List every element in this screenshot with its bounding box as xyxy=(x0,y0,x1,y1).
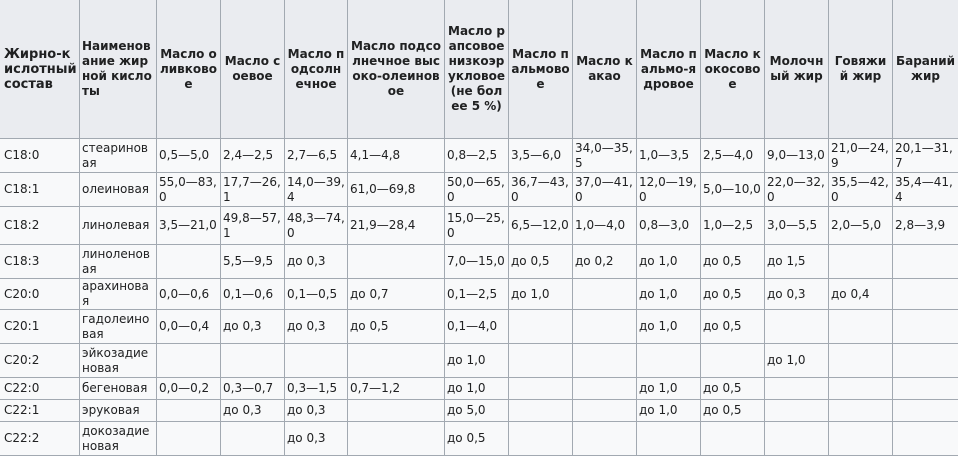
value-cell xyxy=(829,344,893,378)
header-oil-5: Масло рапсовое низкоэрукловое (не более 5 %) xyxy=(445,0,509,139)
value-cell: до 0,5 xyxy=(701,279,765,310)
value-cell: 1,0—2,5 xyxy=(701,207,765,245)
header-oil-3: Масло подсолнечное xyxy=(285,0,348,139)
value-cell: 2,7—6,5 xyxy=(285,139,348,173)
table-row xyxy=(0,207,958,245)
value-cell xyxy=(509,400,573,422)
value-cell: до 0,3 xyxy=(221,400,285,422)
value-cell: 1,0—4,0 xyxy=(573,207,637,245)
value-cell: 35,5—42,0 xyxy=(829,173,893,207)
acid-code-cell: C22:2 xyxy=(0,422,80,456)
value-cell: 2,8—3,9 xyxy=(893,207,958,245)
value-cell: 0,1—2,5 xyxy=(445,279,509,310)
acid-code-cell: C22:1 xyxy=(0,400,80,422)
value-cell: 3,5—21,0 xyxy=(157,207,221,245)
value-cell: 48,3—74,0 xyxy=(285,207,348,245)
value-cell: до 0,5 xyxy=(445,422,509,456)
value-cell: 0,1—4,0 xyxy=(445,310,509,344)
value-cell: до 0,3 xyxy=(221,310,285,344)
acid-code-cell: C18:1 xyxy=(0,173,80,207)
acid-name-cell: линолевая xyxy=(80,207,157,245)
acid-code-cell: C18:3 xyxy=(0,245,80,279)
value-cell xyxy=(893,400,958,422)
value-cell: 2,0—5,0 xyxy=(829,207,893,245)
value-cell xyxy=(893,378,958,400)
value-cell: 37,0—41,0 xyxy=(573,173,637,207)
value-cell xyxy=(509,422,573,456)
value-cell: 14,0—39,4 xyxy=(285,173,348,207)
value-cell: 36,7—43,0 xyxy=(509,173,573,207)
acid-code-cell: C20:0 xyxy=(0,279,80,310)
value-cell: до 0,3 xyxy=(285,245,348,279)
value-cell xyxy=(348,422,445,456)
value-cell: 3,0—5,5 xyxy=(765,207,829,245)
acid-name-cell: олеиновая xyxy=(80,173,157,207)
value-cell xyxy=(893,279,958,310)
value-cell xyxy=(765,422,829,456)
acid-code-cell: C20:2 xyxy=(0,344,80,378)
acid-code-cell: C18:2 xyxy=(0,207,80,245)
value-cell: 1,0—3,5 xyxy=(637,139,701,173)
table-row xyxy=(0,400,958,422)
header-oil-4: Масло подсолнечное высоко-олеиновое xyxy=(348,0,445,139)
value-cell xyxy=(573,400,637,422)
value-cell: 6,5—12,0 xyxy=(509,207,573,245)
value-cell: 34,0—35,5 xyxy=(573,139,637,173)
value-cell xyxy=(829,400,893,422)
value-cell: до 0,5 xyxy=(701,245,765,279)
value-cell: 0,0—0,4 xyxy=(157,310,221,344)
value-cell xyxy=(829,422,893,456)
value-cell: 21,9—28,4 xyxy=(348,207,445,245)
table-row xyxy=(0,279,958,310)
value-cell xyxy=(765,400,829,422)
value-cell: 17,7—26,1 xyxy=(221,173,285,207)
value-cell xyxy=(829,310,893,344)
value-cell: 15,0—25,0 xyxy=(445,207,509,245)
acid-name-cell: бегеновая xyxy=(80,378,157,400)
table-row xyxy=(0,344,958,378)
value-cell: до 1,5 xyxy=(765,245,829,279)
value-cell: 0,0—0,6 xyxy=(157,279,221,310)
value-cell: до 1,0 xyxy=(637,279,701,310)
header-oil-8: Масло пальмо-ядровое xyxy=(637,0,701,139)
acid-name-cell: линоленовая xyxy=(80,245,157,279)
value-cell xyxy=(893,310,958,344)
value-cell: до 0,5 xyxy=(701,310,765,344)
header-oil-1: Масло оливковое xyxy=(157,0,221,139)
table-row xyxy=(0,173,958,207)
value-cell xyxy=(701,344,765,378)
value-cell: 2,4—2,5 xyxy=(221,139,285,173)
table-row xyxy=(0,378,958,400)
header-composition: Жирно-кислотный состав xyxy=(0,0,80,139)
value-cell: до 0,3 xyxy=(285,310,348,344)
value-cell: 61,0—69,8 xyxy=(348,173,445,207)
value-cell xyxy=(348,400,445,422)
acid-name-cell: гадолеиновая xyxy=(80,310,157,344)
value-cell: 22,0—32,0 xyxy=(765,173,829,207)
table-row xyxy=(0,310,958,344)
value-cell: до 0,3 xyxy=(285,422,348,456)
header-oil-10: Молочный жир xyxy=(765,0,829,139)
header-row xyxy=(0,0,958,139)
value-cell: 0,0—0,2 xyxy=(157,378,221,400)
value-cell: до 1,0 xyxy=(445,344,509,378)
value-cell: 0,3—0,7 xyxy=(221,378,285,400)
value-cell: до 1,0 xyxy=(637,400,701,422)
value-cell: до 1,0 xyxy=(445,378,509,400)
acid-name-cell: стеариновая xyxy=(80,139,157,173)
acid-name-cell: арахиновая xyxy=(80,279,157,310)
value-cell: 55,0—83,0 xyxy=(157,173,221,207)
value-cell xyxy=(573,279,637,310)
value-cell: 49,8—57,1 xyxy=(221,207,285,245)
value-cell: 9,0—13,0 xyxy=(765,139,829,173)
value-cell: 5,5—9,5 xyxy=(221,245,285,279)
value-cell xyxy=(348,245,445,279)
table-row xyxy=(0,422,958,456)
value-cell xyxy=(221,344,285,378)
value-cell: 20,1—31,7 xyxy=(893,139,958,173)
value-cell: до 1,0 xyxy=(637,310,701,344)
acid-code-cell: C22:0 xyxy=(0,378,80,400)
value-cell: 5,0—10,0 xyxy=(701,173,765,207)
value-cell: 35,4—41,4 xyxy=(893,173,958,207)
value-cell: до 0,3 xyxy=(765,279,829,310)
value-cell: 0,3—1,5 xyxy=(285,378,348,400)
value-cell: до 0,5 xyxy=(701,378,765,400)
value-cell: 2,5—4,0 xyxy=(701,139,765,173)
value-cell: до 0,7 xyxy=(348,279,445,310)
acid-code-cell: C18:0 xyxy=(0,139,80,173)
value-cell xyxy=(829,245,893,279)
value-cell: до 0,2 xyxy=(573,245,637,279)
value-cell: 0,1—0,5 xyxy=(285,279,348,310)
value-cell xyxy=(893,422,958,456)
value-cell xyxy=(157,245,221,279)
value-cell: 50,0—65,0 xyxy=(445,173,509,207)
value-cell: 0,8—2,5 xyxy=(445,139,509,173)
value-cell: 0,5—5,0 xyxy=(157,139,221,173)
value-cell: до 0,5 xyxy=(701,400,765,422)
value-cell: 7,0—15,0 xyxy=(445,245,509,279)
acid-name-cell: эйкозадиеновая xyxy=(80,344,157,378)
value-cell: до 0,4 xyxy=(829,279,893,310)
value-cell xyxy=(637,344,701,378)
value-cell xyxy=(893,344,958,378)
value-cell xyxy=(509,310,573,344)
value-cell xyxy=(157,400,221,422)
value-cell xyxy=(637,422,701,456)
value-cell: 12,0—19,0 xyxy=(637,173,701,207)
acid-name-cell: эруковая xyxy=(80,400,157,422)
table-row xyxy=(0,139,958,173)
value-cell xyxy=(765,310,829,344)
acid-name-cell: докозадиеновая xyxy=(80,422,157,456)
header-oil-7: Масло какао xyxy=(573,0,637,139)
value-cell: до 0,5 xyxy=(509,245,573,279)
value-cell xyxy=(285,344,348,378)
value-cell: до 5,0 xyxy=(445,400,509,422)
value-cell: до 1,0 xyxy=(637,245,701,279)
value-cell: 4,1—4,8 xyxy=(348,139,445,173)
header-oil-9: Масло кокосовое xyxy=(701,0,765,139)
value-cell xyxy=(893,245,958,279)
header-oil-6: Масло пальмовое xyxy=(509,0,573,139)
value-cell: 3,5—6,0 xyxy=(509,139,573,173)
value-cell xyxy=(221,422,285,456)
value-cell xyxy=(348,344,445,378)
value-cell: 0,8—3,0 xyxy=(637,207,701,245)
header-oil-2: Масло соевое xyxy=(221,0,285,139)
header-oil-12: Бараний жир xyxy=(893,0,958,139)
value-cell xyxy=(157,344,221,378)
value-cell xyxy=(573,310,637,344)
header-oil-11: Говяжий жир xyxy=(829,0,893,139)
value-cell: 0,1—0,6 xyxy=(221,279,285,310)
value-cell xyxy=(829,378,893,400)
value-cell xyxy=(701,422,765,456)
value-cell: до 0,3 xyxy=(285,400,348,422)
value-cell xyxy=(765,378,829,400)
table-body xyxy=(0,139,958,456)
table-row xyxy=(0,245,958,279)
value-cell: до 1,0 xyxy=(765,344,829,378)
value-cell: до 0,5 xyxy=(348,310,445,344)
value-cell: до 1,0 xyxy=(509,279,573,310)
value-cell: 21,0—24,9 xyxy=(829,139,893,173)
value-cell: 0,7—1,2 xyxy=(348,378,445,400)
value-cell xyxy=(509,378,573,400)
value-cell xyxy=(509,344,573,378)
value-cell xyxy=(573,422,637,456)
value-cell xyxy=(157,422,221,456)
acid-code-cell: C20:1 xyxy=(0,310,80,344)
header-acid-name: Наименование жирной кислоты xyxy=(80,0,157,139)
value-cell: до 1,0 xyxy=(637,378,701,400)
value-cell xyxy=(573,344,637,378)
value-cell xyxy=(573,378,637,400)
